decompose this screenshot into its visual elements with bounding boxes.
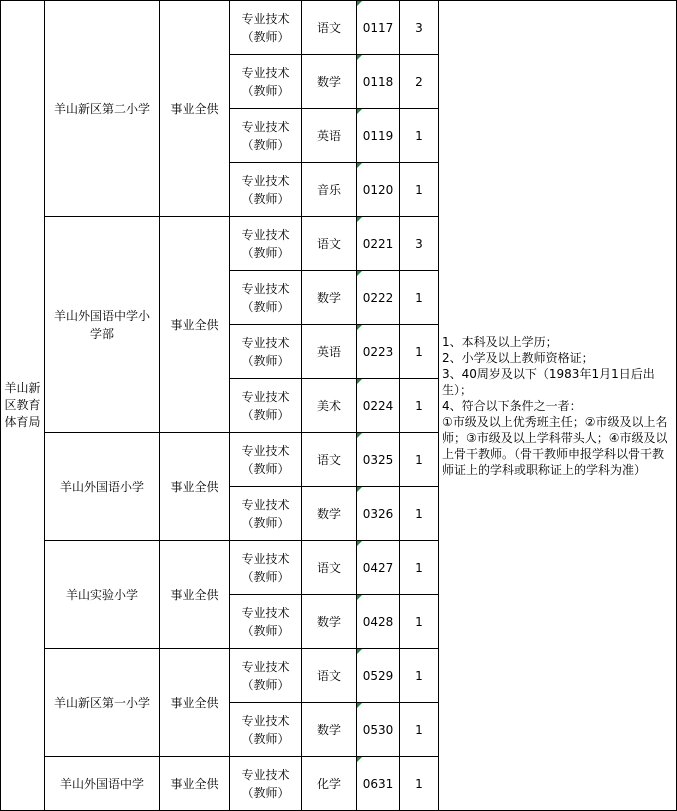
post-type-cell: 专业技术（教师） xyxy=(230,379,302,433)
post-type-cell: 专业技术（教师） xyxy=(230,217,302,271)
headcount-cell: 1 xyxy=(400,163,439,217)
post-type-cell: 专业技术（教师） xyxy=(230,649,302,703)
condition-item: 2、小学及以上教师资格证； xyxy=(442,350,594,365)
conditions-cell xyxy=(439,1,677,811)
subject-cell: 数学 xyxy=(302,271,357,325)
funding-type-cell: 事业全供 xyxy=(160,541,230,649)
post-code-cell: 0224 xyxy=(357,379,400,433)
headcount-cell: 1 xyxy=(400,271,439,325)
post-type-cell: 专业技术（教师） xyxy=(230,703,302,757)
post-code-cell: 0117 xyxy=(357,1,400,55)
post-code-cell: 0223 xyxy=(357,325,400,379)
post-code-cell: 0119 xyxy=(357,109,400,163)
funding-type-cell: 事业全供 xyxy=(160,217,230,433)
post-type-cell: 专业技术（教师） xyxy=(230,163,302,217)
post-code-cell: 0427 xyxy=(357,541,400,595)
post-type-cell: 专业技术（教师） xyxy=(230,757,302,811)
headcount-cell: 1 xyxy=(400,541,439,595)
post-type-cell: 专业技术（教师） xyxy=(230,271,302,325)
post-code-cell: 0118 xyxy=(357,55,400,109)
post-type-cell: 专业技术（教师） xyxy=(230,325,302,379)
funding-type-cell: 事业全供 xyxy=(160,1,230,217)
post-type-cell: 专业技术（教师） xyxy=(230,595,302,649)
funding-type-cell: 事业全供 xyxy=(160,757,230,811)
headcount-cell: 1 xyxy=(400,379,439,433)
headcount-cell: 1 xyxy=(400,433,439,487)
table-body xyxy=(1,1,677,811)
headcount-cell: 3 xyxy=(400,217,439,271)
subject-cell: 数学 xyxy=(302,595,357,649)
condition-item: 3、40周岁及以下（1983年1月1日后出生）； xyxy=(442,366,655,397)
funding-type-cell: 事业全供 xyxy=(160,649,230,757)
post-code-cell: 0325 xyxy=(357,433,400,487)
subject-cell: 数学 xyxy=(302,55,357,109)
post-code-cell: 0428 xyxy=(357,595,400,649)
subject-cell: 美术 xyxy=(302,379,357,433)
condition-item: ①市级及以上优秀班主任；②市级及以上名师；③市级及以上学科带头人；④市级及以上骨干教师。（骨干教师申报学科以骨干教师证上的学科或职称证上的学科为准） xyxy=(442,414,668,477)
headcount-cell: 1 xyxy=(400,757,439,811)
headcount-cell: 1 xyxy=(400,325,439,379)
headcount-cell: 1 xyxy=(400,487,439,541)
subject-cell: 语文 xyxy=(302,1,357,55)
subject-cell: 化学 xyxy=(302,757,357,811)
post-code-cell: 0529 xyxy=(357,649,400,703)
department-cell: 羊山新区教育体育局 xyxy=(1,1,45,811)
school-name-cell: 羊山外国语中学 xyxy=(45,757,160,811)
school-name-cell: 羊山外国语小学 xyxy=(45,433,160,541)
post-code-cell: 0530 xyxy=(357,703,400,757)
school-name-cell: 羊山新区第二小学 xyxy=(45,1,160,217)
subject-cell: 语文 xyxy=(302,649,357,703)
post-code-cell: 0120 xyxy=(357,163,400,217)
subject-cell: 语文 xyxy=(302,217,357,271)
post-type-cell: 专业技术（教师） xyxy=(230,1,302,55)
subject-cell: 英语 xyxy=(302,325,357,379)
subject-cell: 语文 xyxy=(302,541,357,595)
subject-cell: 语文 xyxy=(302,433,357,487)
post-type-cell: 专业技术（教师） xyxy=(230,487,302,541)
headcount-cell: 1 xyxy=(400,703,439,757)
post-code-cell: 0221 xyxy=(357,217,400,271)
headcount-cell: 1 xyxy=(400,649,439,703)
subject-cell: 英语 xyxy=(302,109,357,163)
table-row xyxy=(1,1,677,55)
subject-cell: 数学 xyxy=(302,487,357,541)
post-code-cell: 0222 xyxy=(357,271,400,325)
school-name-cell: 羊山实验小学 xyxy=(45,541,160,649)
post-code-cell: 0326 xyxy=(357,487,400,541)
headcount-cell: 2 xyxy=(400,55,439,109)
headcount-cell: 1 xyxy=(400,595,439,649)
post-type-cell: 专业技术（教师） xyxy=(230,433,302,487)
subject-cell: 音乐 xyxy=(302,163,357,217)
school-name-cell: 羊山外国语中学小学部 xyxy=(45,217,160,433)
post-code-cell: 0631 xyxy=(357,757,400,811)
post-type-cell: 专业技术（教师） xyxy=(230,109,302,163)
post-type-cell: 专业技术（教师） xyxy=(230,55,302,109)
funding-type-cell: 事业全供 xyxy=(160,433,230,541)
post-type-cell: 专业技术（教师） xyxy=(230,541,302,595)
school-name-cell: 羊山新区第一小学 xyxy=(45,649,160,757)
condition-item: 4、符合以下条件之一者： xyxy=(442,398,582,413)
headcount-cell: 3 xyxy=(400,1,439,55)
headcount-cell: 1 xyxy=(400,109,439,163)
condition-item: 1、本科及以上学历； xyxy=(442,334,558,349)
subject-cell: 数学 xyxy=(302,703,357,757)
